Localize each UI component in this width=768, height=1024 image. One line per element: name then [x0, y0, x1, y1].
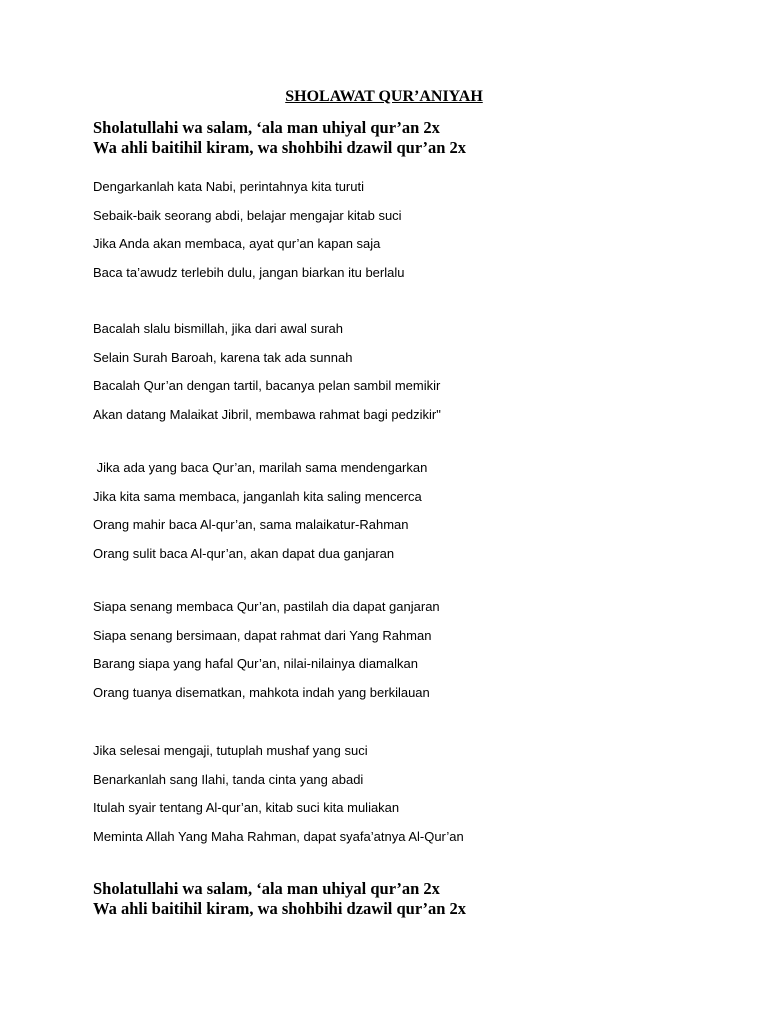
lyric-line: Baca ta’awudz terlebih dulu, jangan biarkan itu berlalu	[93, 264, 405, 280]
document-title: SHOLAWAT QUR’ANIYAH	[285, 88, 483, 105]
refrain-line: Sholatullahi wa salam, ‘ala man uhiyal qur’an 2x	[93, 118, 440, 137]
lyric-line: Siapa senang membaca Qur’an, pastilah dia dapat ganjaran	[93, 599, 440, 614]
stanza-4	[93, 597, 440, 711]
lyric-line: Akan datang Malaikat Jibril, membawa rahmat bagi pedzikir"	[93, 406, 441, 422]
refrain-line: Wa ahli baitihil kiram, wa shohbihi dzawil qur’an 2x	[93, 138, 467, 157]
lyric-line: Jika Anda akan membaca, ayat qur’an kapan saja	[93, 236, 381, 251]
stanza-1	[93, 177, 404, 291]
refrain-line: Wa ahli baitihil kiram, wa shohbihi dzawil qur’an 2x	[93, 899, 467, 918]
lyric-line: Benarkanlah sang Ilahi, tanda cinta yang abadi	[93, 771, 364, 787]
lyric-line: Dengarkanlah kata Nabi, perintahnya kita turuti	[93, 179, 364, 194]
lyric-line: Jika selesai mengaji, tutuplah mushaf yang suci	[93, 743, 368, 758]
lyric-line: Selain Surah Baroah, karena tak ada sunnah	[93, 349, 353, 365]
lyric-line: Meminta Allah Yang Maha Rahman, dapat syafa’atnya Al-Qur’an	[93, 828, 464, 844]
lyric-line: Orang sulit baca Al-qur’an, akan dapat dua ganjaran	[93, 545, 395, 561]
lyric-line: Itulah syair tentang Al-qur’an, kitab suci kita muliakan	[93, 800, 400, 815]
stanza-3	[93, 458, 427, 572]
refrain-bottom	[93, 879, 466, 919]
lyric-line: Sebaik-baik seorang abdi, belajar mengajar kitab suci	[93, 207, 402, 223]
refrain-top	[93, 118, 466, 158]
lyric-line: Barang siapa yang hafal Qur’an, nilai-nilainya diamalkan	[93, 656, 418, 671]
lyric-line: Bacalah Qur’an dengan tartil, bacanya pelan sambil memikir	[93, 378, 441, 393]
lyric-line: Orang mahir baca Al-qur’an, sama malaikatur-Rahman	[93, 517, 409, 532]
stanza-2	[93, 319, 441, 433]
refrain-line: Sholatullahi wa salam, ‘ala man uhiyal qur’an 2x	[93, 879, 440, 898]
stanza-5	[93, 741, 464, 855]
lyric-line: Jika kita sama membaca, janganlah kita saling mencerca	[93, 488, 422, 504]
lyric-line: Bacalah slalu bismillah, jika dari awal surah	[93, 321, 344, 336]
lyric-line: Siapa senang bersimaan, dapat rahmat dari Yang Rahman	[93, 627, 432, 643]
lyric-line: Jika ada yang baca Qur’an, marilah sama mendengarkan	[93, 460, 428, 475]
lyric-line: Orang tuanya disematkan, mahkota indah yang berkilauan	[93, 684, 430, 700]
